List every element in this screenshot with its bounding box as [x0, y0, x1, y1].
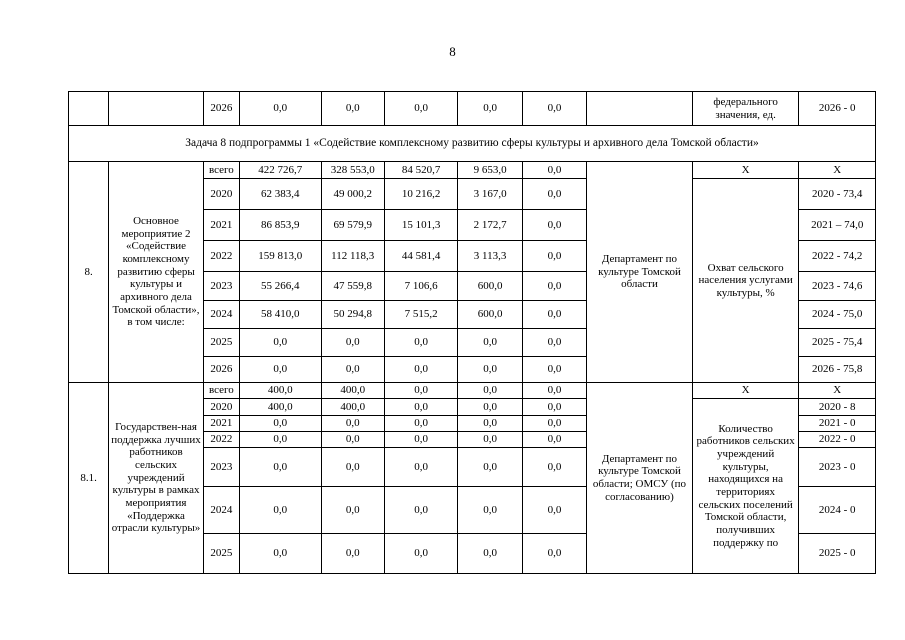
value-total: 400,0 — [240, 399, 322, 416]
year-cell: 2025 — [203, 534, 239, 574]
target-value: 2022 - 74,2 — [799, 241, 876, 272]
value-federal: 69 579,9 — [321, 210, 384, 241]
page-number: 8 — [449, 44, 456, 59]
value-extrabudgetary: 0,0 — [522, 399, 586, 416]
table-body — [69, 92, 876, 574]
task-title: Задача 8 подпрограммы 1 «Содействие комплексному развитию сферы культуры и архивного дела Томской области» — [69, 126, 876, 162]
value-extrabudgetary: 0,0 — [522, 416, 586, 432]
indicator-name: Количество работников сельских учреждений культуры, находящихся на территориях сельских поселений Томской области, получивших поддержку по — [692, 399, 799, 574]
row-number: 8. — [69, 162, 109, 383]
target-value: 2026 - 75,8 — [799, 357, 876, 383]
value-total: 0,0 — [240, 432, 322, 448]
value-total: 0,0 — [240, 448, 322, 487]
indicator-total: X — [692, 383, 799, 399]
value-federal: 400,0 — [321, 383, 384, 399]
year-cell: 2020 — [203, 399, 239, 416]
target-value: 2023 - 74,6 — [799, 272, 876, 301]
value-local: 3 167,0 — [458, 179, 522, 210]
value-federal: 0,0 — [321, 416, 384, 432]
value-regional: 15 101,3 — [384, 210, 457, 241]
value-regional: 44 581,4 — [384, 241, 457, 272]
value-regional: 0,0 — [384, 534, 457, 574]
value-total: 58 410,0 — [240, 301, 322, 329]
value-extrabudgetary: 0,0 — [522, 272, 586, 301]
value-federal: 50 294,8 — [321, 301, 384, 329]
indicator-name: Охват сельского населения услугами культуры, % — [692, 179, 799, 383]
value-total: 0,0 — [240, 92, 322, 126]
target-value: 2025 - 75,4 — [799, 329, 876, 357]
year-cell: 2024 — [203, 301, 239, 329]
value-local: 2 172,7 — [458, 210, 522, 241]
task-row — [69, 126, 876, 162]
target-value: 2024 - 0 — [799, 487, 876, 534]
value-total: 62 383,4 — [240, 179, 322, 210]
value-total: 55 266,4 — [240, 272, 322, 301]
measure-description: Основное мероприятие 2 «Содействие комплексному развитию сферы культуры и архивного дела Томской области», в том числе: — [109, 162, 204, 383]
value-federal: 0,0 — [321, 92, 384, 126]
value-local: 0,0 — [458, 399, 522, 416]
value-regional: 0,0 — [384, 329, 457, 357]
department-cell — [587, 92, 693, 126]
value-regional: 0,0 — [384, 383, 457, 399]
value-regional: 0,0 — [384, 92, 457, 126]
value-local: 9 653,0 — [458, 162, 522, 179]
value-extrabudgetary: 0,0 — [522, 432, 586, 448]
table-row — [69, 92, 876, 126]
value-federal: 328 553,0 — [321, 162, 384, 179]
value-total: 0,0 — [240, 487, 322, 534]
budget-table — [68, 91, 876, 574]
year-cell: 2023 — [203, 272, 239, 301]
value-regional: 7 106,6 — [384, 272, 457, 301]
year-cell: 2021 — [203, 210, 239, 241]
value-federal: 0,0 — [321, 534, 384, 574]
target-cell: 2026 - 0 — [799, 92, 876, 126]
indicator-total: X — [692, 162, 799, 179]
value-extrabudgetary: 0,0 — [522, 92, 586, 126]
year-cell: 2022 — [203, 432, 239, 448]
value-extrabudgetary: 0,0 — [522, 487, 586, 534]
value-total: 0,0 — [240, 534, 322, 574]
year-cell: 2023 — [203, 448, 239, 487]
value-federal: 0,0 — [321, 432, 384, 448]
value-federal: 0,0 — [321, 448, 384, 487]
value-total: 422 726,7 — [240, 162, 322, 179]
year-cell: 2020 — [203, 179, 239, 210]
value-total: 0,0 — [240, 357, 322, 383]
year-cell: 2026 — [203, 357, 239, 383]
value-regional: 0,0 — [384, 487, 457, 534]
year-cell: 2026 — [203, 92, 239, 126]
value-local: 600,0 — [458, 272, 522, 301]
target-value: 2025 - 0 — [799, 534, 876, 574]
target-value: X — [799, 162, 876, 179]
value-regional: 7 515,2 — [384, 301, 457, 329]
value-local: 3 113,3 — [458, 241, 522, 272]
value-federal: 112 118,3 — [321, 241, 384, 272]
description-cell — [109, 92, 204, 126]
year-cell: 2022 — [203, 241, 239, 272]
value-total: 0,0 — [240, 329, 322, 357]
row-number-cell — [69, 92, 109, 126]
value-local: 0,0 — [458, 487, 522, 534]
target-value: 2024 - 75,0 — [799, 301, 876, 329]
department: Департамент по культуре Томской области — [587, 162, 693, 383]
value-regional: 10 216,2 — [384, 179, 457, 210]
target-value: 2022 - 0 — [799, 432, 876, 448]
value-local: 0,0 — [458, 383, 522, 399]
value-total: 0,0 — [240, 416, 322, 432]
value-local: 600,0 — [458, 301, 522, 329]
value-local: 0,0 — [458, 92, 522, 126]
value-extrabudgetary: 0,0 — [522, 383, 586, 399]
value-extrabudgetary: 0,0 — [522, 448, 586, 487]
year-cell: 2021 — [203, 416, 239, 432]
year-cell: 2025 — [203, 329, 239, 357]
value-local: 0,0 — [458, 357, 522, 383]
value-extrabudgetary: 0,0 — [522, 329, 586, 357]
value-regional: 0,0 — [384, 448, 457, 487]
value-federal: 0,0 — [321, 487, 384, 534]
value-federal: 0,0 — [321, 329, 384, 357]
target-value: 2020 - 8 — [799, 399, 876, 416]
target-value: 2021 – 74,0 — [799, 210, 876, 241]
value-regional: 84 520,7 — [384, 162, 457, 179]
value-local: 0,0 — [458, 416, 522, 432]
table-row — [69, 162, 876, 179]
value-local: 0,0 — [458, 329, 522, 357]
value-local: 0,0 — [458, 448, 522, 487]
value-total: 86 853,9 — [240, 210, 322, 241]
value-regional: 0,0 — [384, 399, 457, 416]
table-row — [69, 383, 876, 399]
value-federal: 49 000,2 — [321, 179, 384, 210]
value-federal: 400,0 — [321, 399, 384, 416]
value-total: 400,0 — [240, 383, 322, 399]
year-cell: всего — [203, 162, 239, 179]
year-cell: 2024 — [203, 487, 239, 534]
value-regional: 0,0 — [384, 432, 457, 448]
value-extrabudgetary: 0,0 — [522, 241, 586, 272]
value-extrabudgetary: 0,0 — [522, 179, 586, 210]
target-value: 2023 - 0 — [799, 448, 876, 487]
target-value: 2020 - 73,4 — [799, 179, 876, 210]
value-extrabudgetary: 0,0 — [522, 534, 586, 574]
target-value: X — [799, 383, 876, 399]
value-total: 159 813,0 — [240, 241, 322, 272]
value-extrabudgetary: 0,0 — [522, 301, 586, 329]
target-value: 2021 - 0 — [799, 416, 876, 432]
value-regional: 0,0 — [384, 357, 457, 383]
value-extrabudgetary: 0,0 — [522, 357, 586, 383]
row-number: 8.1. — [69, 383, 109, 574]
value-extrabudgetary: 0,0 — [522, 162, 586, 179]
value-extrabudgetary: 0,0 — [522, 210, 586, 241]
value-federal: 0,0 — [321, 357, 384, 383]
value-regional: 0,0 — [384, 416, 457, 432]
measure-description: Государствен-ная поддержка лучших работников сельских учреждений культуры в рамках мероприятия «Поддержка отрасли культуры» — [109, 383, 204, 574]
value-local: 0,0 — [458, 432, 522, 448]
department: Департамент по культуре Томской области; ОМСУ (по согласованию) — [587, 383, 693, 574]
value-federal: 47 559,8 — [321, 272, 384, 301]
value-local: 0,0 — [458, 534, 522, 574]
indicator-cell: федерального значения, ед. — [692, 92, 799, 126]
year-cell: всего — [203, 383, 239, 399]
